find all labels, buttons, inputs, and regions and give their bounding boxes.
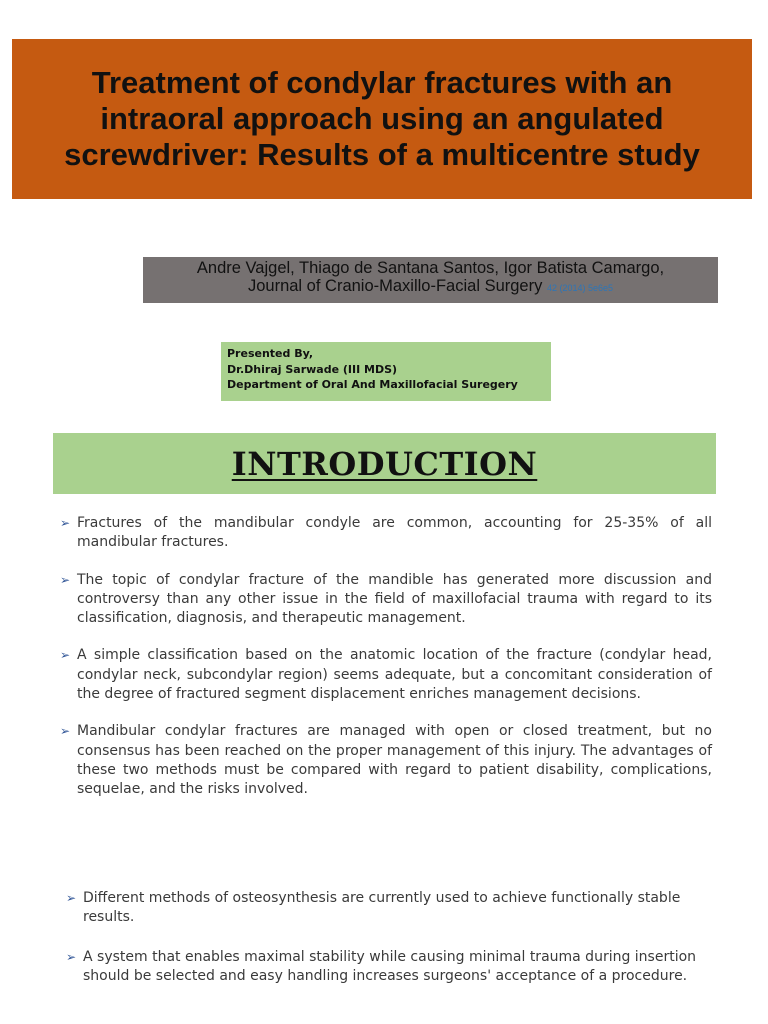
arrow-bullet-icon: ➢ xyxy=(60,572,71,587)
list-item xyxy=(66,889,706,928)
journal-line xyxy=(143,277,718,297)
presenter-label: Presented By, xyxy=(227,347,314,360)
list-item xyxy=(66,948,706,987)
bullet-text: Mandibular condylar fractures are managed with open or closed treatment, but no consensus has been reached on the proper management of this injury. The advantages of these two methods must be compared with regard to patient disability, complications, sequelae, and the risks involved. xyxy=(77,723,712,798)
introduction-banner xyxy=(53,433,716,494)
introduction-bullet-list xyxy=(60,514,712,818)
introduction-heading: INTRODUCTION xyxy=(231,444,538,483)
arrow-bullet-icon: ➢ xyxy=(66,891,77,905)
arrow-bullet-icon: ➢ xyxy=(60,724,71,739)
presenter-department: Department of Oral And Maxillofacial Suregery xyxy=(227,378,518,391)
bullet-text: A system that enables maximal stability while causing minimal trauma during insertion should be selected and easy handling increases surgeons' acceptance of a procedure. xyxy=(83,948,697,984)
arrow-bullet-icon: ➢ xyxy=(60,516,71,530)
list-item xyxy=(60,646,712,704)
osteosynthesis-bullet-list xyxy=(66,889,706,1006)
presenter-box xyxy=(221,342,551,401)
authors-line: Andre Vajgel, Thiago de Santana Santos, Igor Batista Camargo, xyxy=(196,259,665,277)
list-item xyxy=(60,722,712,799)
list-item xyxy=(60,514,712,553)
document-title: Treatment of condylar fractures with an intraoral approach using an angulated screwdriver: Results of a multicentre study xyxy=(64,65,700,172)
arrow-bullet-icon: ➢ xyxy=(60,648,71,663)
presenter-name: Dr.Dhiraj Sarwade (III MDS) xyxy=(227,362,398,376)
bullet-text: A simple classification based on the anatomic location of the fracture (condylar head, condylar neck, subcondylar region) seems adequate, but a concomitant consideration of the degree of fractured segment displacement enriches management decisions. xyxy=(77,647,712,703)
arrow-bullet-icon: ➢ xyxy=(66,949,77,964)
citation-reference: 42 (2014) 5e6e5 xyxy=(546,283,613,293)
title-banner xyxy=(12,39,752,199)
list-item xyxy=(60,571,712,629)
bullet-text: Fractures of the mandibular condyle are common, accounting for 25-35% of all mandibular fractures. xyxy=(77,515,712,551)
bullet-text: The topic of condylar fracture of the mandible has generated more discussion and controversy than any other issue in the field of maxillofacial trauma with regard to its classification, diagnosis, and therapeutic management. xyxy=(77,571,712,627)
authors-banner xyxy=(143,257,718,303)
bullet-text: Different methods of osteosynthesis are currently used to achieve functionally stable results. xyxy=(83,890,681,926)
journal-name: Journal of Cranio-Maxillo-Facial Surgery xyxy=(247,277,543,295)
